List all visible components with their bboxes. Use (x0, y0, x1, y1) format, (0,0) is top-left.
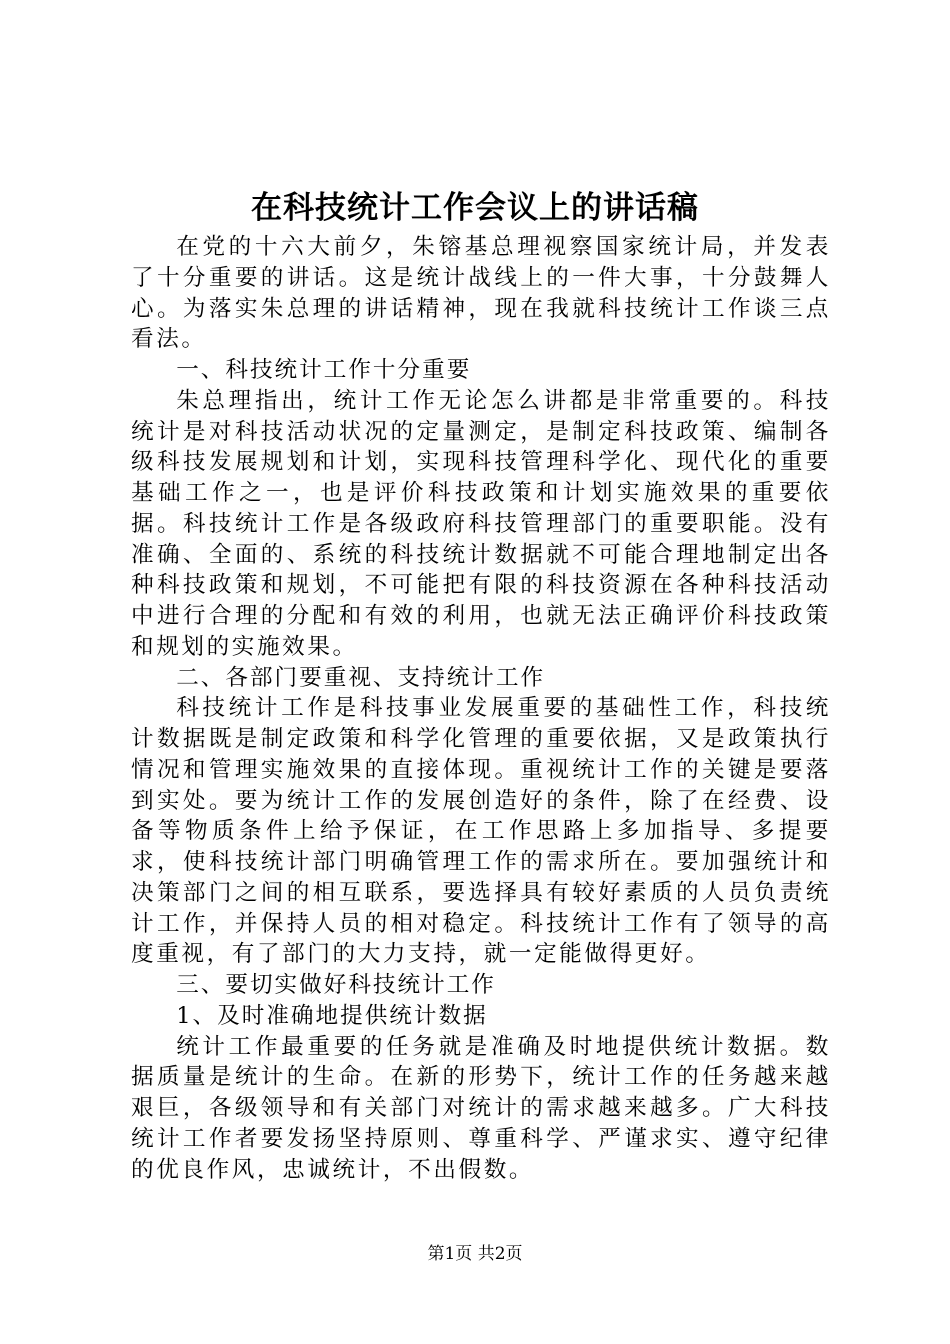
subsection-3-1-paragraph: 统计工作最重要的任务就是准确及时地提供统计数据。数据质量是统计的生命。在新的形势下，统计工作的任务越来越艰巨，各级领导和有关部门对统计的需求越来越多。广大科技统计工作者要发扬坚持原则、尊重科学、严谨求实、遵守纪律的优良作风，忠诚统计，不出假数。 (131, 1033, 831, 1183)
subsection-heading-3-1: 1、及时准确地提供统计数据 (176, 1002, 488, 1029)
section-heading-1: 一、科技统计工作十分重要 (176, 357, 472, 383)
section-1-paragraph: 朱总理指出，统计工作无论怎么讲都是非常重要的。科技统计是对科技活动状况的定量测定，是制定科技政策、编制各级科技发展规划和计划，实现科技管理科学化、现代化的重要基础工作之一，也是评价科技政策和计划实施效果的重要依据。科技统计工作是各级政府科技管理部门的重要职能。没有准确、全面的、系统的科技统计数据就不可能合理地制定出各种科技政策和规划，不可能把有限的科技资源在各种科技活动中进行合理的分配和有效的利用，也就无法正确评价科技政策和规划的实施效果。 (131, 387, 831, 660)
section-heading-2: 二、各部门要重视、支持统计工作 (176, 664, 546, 691)
document-title: 在科技统计工作会议上的讲话稿 (251, 190, 699, 226)
section-2-paragraph: 科技统计工作是科技事业发展重要的基础性工作，科技统计数据既是制定政策和科学化管理的重要依据，又是政策执行情况和管理实施效果的直接体现。重视统计工作的关键是要落到实处。要为统计工作的发展创造好的条件，除了在经费、设备等物质条件上给予保证，在工作思路上多加指导、多提要求，使科技统计部门明确管理工作的需求所在。要加强统计和决策部门之间的相互联系，要选择具有较好素质的人员负责统计工作，并保持人员的相对稳定。科技统计工作有了领导的高度重视，有了部门的大力支持，就一定能做得更好。 (131, 695, 831, 968)
section-heading-3: 三、要切实做好科技统计工作 (176, 972, 496, 998)
document-body (131, 232, 831, 1185)
intro-paragraph: 在党的十六大前夕，朱镕基总理视察国家统计局，并发表了十分重要的讲话。这是统计战线上的一件大事，十分鼓舞人心。为落实朱总理的讲话精神，现在我就科技统计工作谈三点看法。 (131, 234, 831, 353)
page-number-footer: 第1页 共2页 (427, 1244, 523, 1264)
